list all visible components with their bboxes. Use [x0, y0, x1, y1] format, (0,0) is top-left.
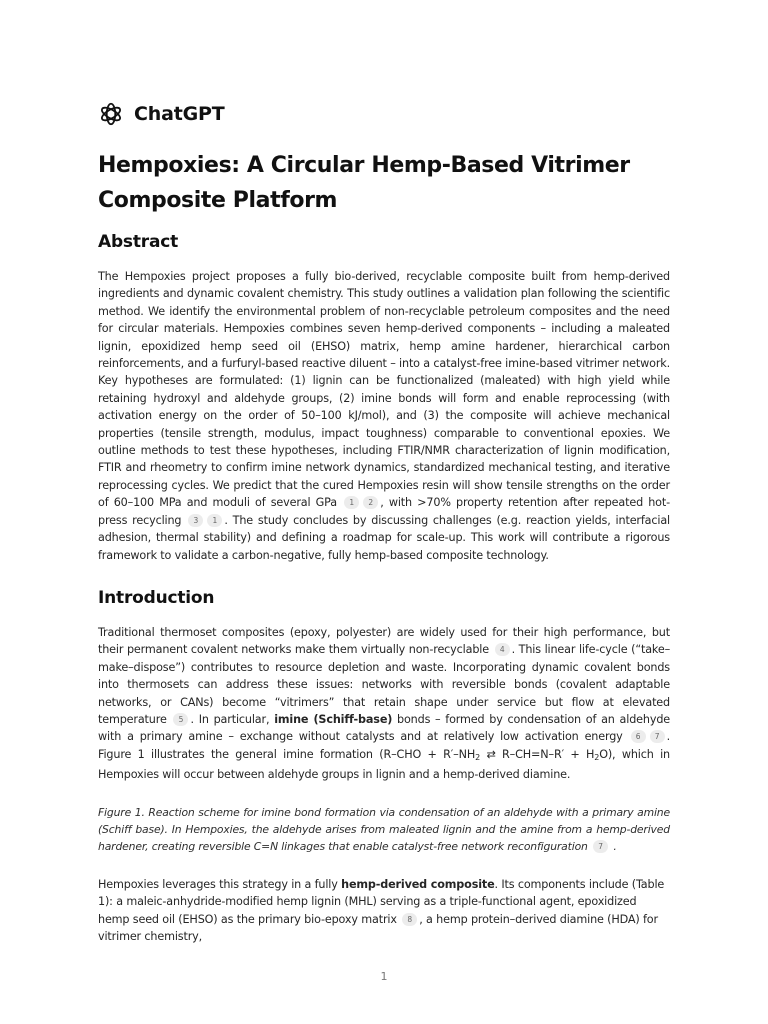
- citation-badge[interactable]: 1: [207, 514, 222, 527]
- intro-text-5: . Figure 1 illustrates the general imine formation (R–CHO + R′–NH: [98, 730, 670, 761]
- abstract-paragraph: [98, 268, 670, 564]
- intro2-text-3: , a hemp protein–derived diamine (HDA) for vitrimer chemistry,: [98, 912, 658, 943]
- citation-badge[interactable]: 6: [631, 730, 646, 743]
- page-number: 1: [380, 970, 388, 983]
- citation-badge[interactable]: 3: [188, 514, 203, 527]
- introduction-heading: Introduction: [98, 587, 215, 608]
- abstract-text-3: . The study concludes by discussing challenges (e.g. reaction yields, interfacial adhesion, thermal stability) and defining a roadmap for scale-up. This work will contribute a rigorous framework to validate a carbon-negative, fully hemp-based composite technology.: [98, 513, 670, 562]
- caption-text-1: Figure 1. Reaction scheme for imine bond formation via condensation of an aldehyde with a primary amine (Schiff base). In Hempoxies, the aldehyde arises from maleated lignin and the amine from a hemp-derived hardener, creating reversible C=N linkages that enable catalyst-free network reconfiguration: [98, 805, 670, 854]
- intro2-text-2: . Its components include (Table 1): a maleic-anhydride-modified hemp lignin (MHL) serving as a triple-functional agent, epoxidized hemp seed oil (EHSO) as the primary bio-epoxy matrix: [98, 877, 665, 926]
- abstract-heading: Abstract: [98, 232, 179, 252]
- citation-badge[interactable]: 7: [593, 840, 608, 853]
- intro2-text-1: Hempoxies leverages this strategy in a fully: [98, 877, 342, 891]
- citation-badge[interactable]: 5: [173, 713, 188, 726]
- introduction-paragraph-1: [98, 624, 670, 784]
- document-header: [98, 100, 224, 128]
- intro-text-2: . This linear life-cycle (“take–make–dispose”) contributes to resource depletion and waste. Incorporating dynamic covalent bonds into thermosets can address these issues: networks with reversible bonds (covalent adaptable networks, or CANs) become “vitrimers” that retain shape under service but flow at elevated temperature: [98, 643, 671, 726]
- abstract-text-1: The Hempoxies project proposes a fully bio-derived, recyclable composite built from hemp-derived ingredients and dynamic covalent chemistry. This study outlines a validation plan following the scientific method. We identify the environmental problem of non-recyclable petroleum composites and the need for circular materials. Hempoxies combines seven hemp-derived components – including a maleated lignin, epoxidized hemp seed oil (EHSO) matrix, hemp amine hardener, hierarchical carbon reinforcements, and a furfuryl-based reactive diluent – into a catalyst-free imine-based vitrimer network. Key hypotheses are formulated: (1) lignin can be functionalized (maleated) with high yield while retaining hydroxyl and aldehyde groups, (2) imine bonds will form and enable reprocessing (with activation energy on the order of 50–100 kJ/mol), and (3) the composite will achieve mechanical properties (tensile strength, modulus, impact toughness) comparable to conventional epoxies. We outline methods to test these hypotheses, including FTIR/NMR characterization of lignin modification, FTIR and rheometry to confirm imine network dynamics, standardized mechanical testing, and iterative reprocessing cycles. We predict that the cured Hempoxies resin will show tensile strengths on the order of 60–100 MPa and moduli of several GPa: [98, 270, 670, 510]
- brand-name: ChatGPT: [134, 103, 225, 125]
- intro2-bold-term: hemp-derived composite: [341, 877, 495, 891]
- citation-badge[interactable]: 8: [402, 913, 417, 926]
- intro-text-6: ⇄ R–CH=N–R′ + H: [480, 747, 595, 761]
- figure-caption: [98, 804, 670, 856]
- citation-badge[interactable]: 2: [363, 496, 378, 509]
- abstract-text-2: , with >70% property retention after repeated hot-press recycling: [98, 496, 670, 527]
- intro-bold-term: imine (Schiff-base): [274, 712, 393, 726]
- intro-text-1: Traditional thermoset composites (epoxy, polyester) are widely used for their high performance, but their permanent covalent networks make them virtually non-recyclable: [98, 625, 670, 657]
- intro-text-4: bonds – formed by condensation of an aldehyde with a primary amine – exchange without catalysts and at relatively low activation energy: [98, 712, 670, 744]
- introduction-paragraph-2: [98, 876, 670, 946]
- intro-text-3: . In particular,: [190, 712, 275, 726]
- document-content: [98, 148, 670, 945]
- caption-text-2: .: [613, 840, 617, 854]
- citation-badge[interactable]: 1: [344, 496, 359, 509]
- intro-text-7: O), which in Hempoxies will occur between aldehyde groups in lignin and a hemp-derived diamine.: [98, 747, 670, 782]
- citation-badge[interactable]: 4: [495, 643, 510, 656]
- citation-badge[interactable]: 7: [650, 730, 665, 743]
- subscript: 2: [475, 752, 481, 762]
- openai-knot-icon: [98, 101, 124, 127]
- subscript: 2: [594, 752, 600, 762]
- document-title: Hempoxies: A Circular Hemp-Based Vitrimer Composite Platform: [98, 153, 630, 213]
